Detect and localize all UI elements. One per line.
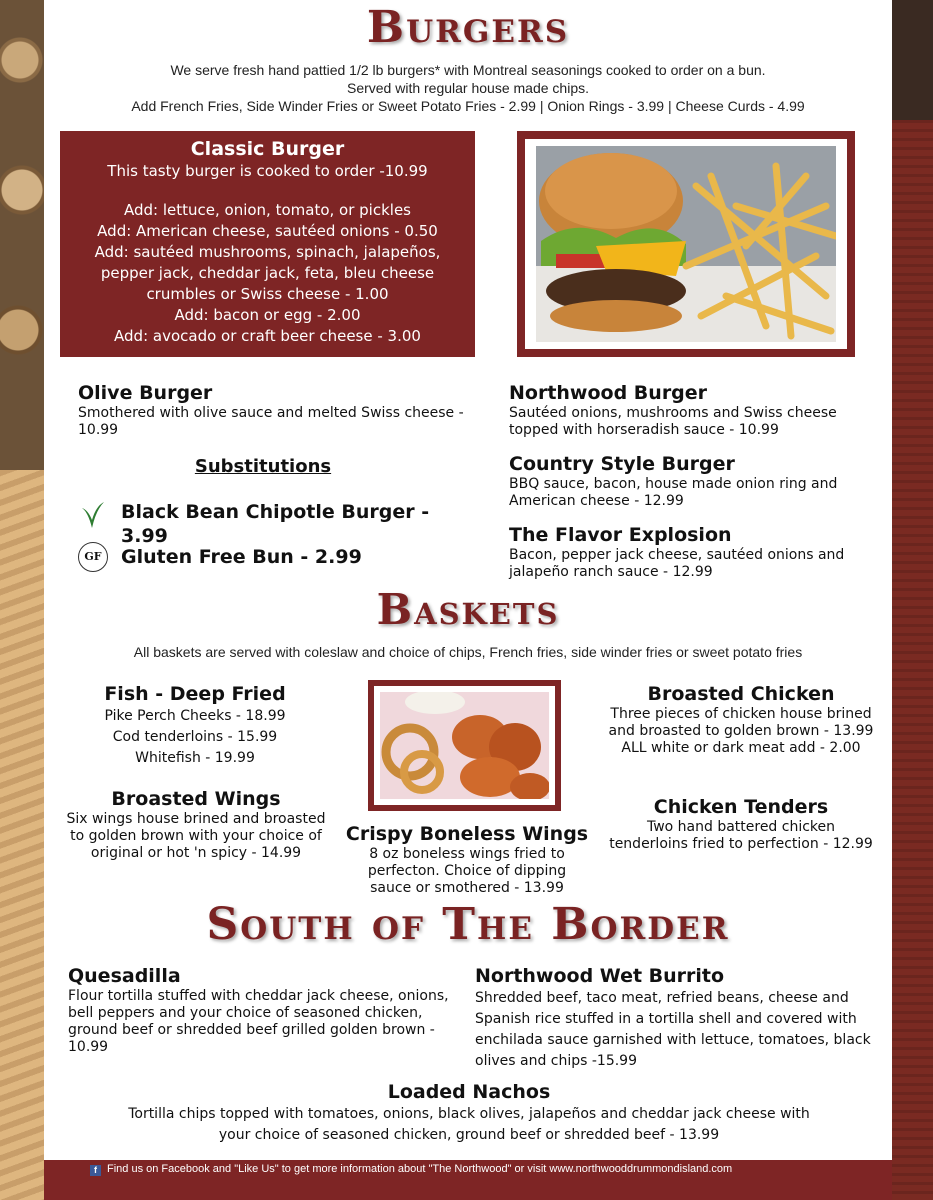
footer-bar (44, 1160, 892, 1200)
classic-add-line: pepper jack, cheddar jack, feta, bleu cheese (100, 264, 435, 282)
chicken-tenders-name: Chicken Tenders (653, 796, 829, 818)
burger-photo (517, 131, 855, 357)
gluten-free-icon: GF (78, 542, 108, 572)
burgers-intro-line: Served with regular house made chips. (346, 80, 590, 96)
broasted-wings-desc: Six wings house brined and broasted to golden brown with your choice of original or hot 'n spicy - 14.99 (66, 811, 326, 861)
footer-text: Find us on Facebook and "Like Us" to get more information about "The Northwood" or visit www.northwooddrummondisland.com (107, 1163, 733, 1175)
fish-line: Whitefish - 19.99 (135, 750, 255, 766)
boneless-wings-basket (342, 822, 592, 897)
northwood-burger (509, 381, 889, 439)
vegetarian-leaf-icon (78, 498, 108, 532)
fish-line: Cod tenderloins - 15.99 (112, 729, 278, 745)
flavor-explosion (509, 523, 869, 581)
broasted-chicken-basket (601, 682, 881, 757)
broasted-chicken-extra: ALL white or dark meat add - 2.00 (621, 740, 861, 756)
quesadilla-desc: Flour tortilla stuffed with cheddar jack cheese, onions, bell peppers and your choice of seasoned chicken, ground beef or shredded beef grilled golden brown - 10.99 (68, 988, 449, 1055)
broasted-wings-basket (60, 787, 332, 862)
substitution-label: Gluten Free Bun - 2.99 (121, 546, 362, 568)
olive-burger (78, 381, 478, 439)
burrito-name: Northwood Wet Burrito (475, 965, 725, 987)
nachos-desc: Tortilla chips topped with tomatoes, onions, black olives, jalapeños and cheddar jack cheese with your choice of seasoned chicken, ground beef or shredded beef - 13.99 (128, 1106, 810, 1143)
classic-add-line: crumbles or Swiss cheese - 1.00 (146, 285, 389, 303)
footer-text-wrap (90, 1163, 732, 1176)
substitutions-title-wrap (78, 455, 448, 479)
substitution-item (78, 498, 478, 547)
facebook-icon[interactable]: f (90, 1165, 101, 1176)
fish-basket (60, 682, 330, 769)
burgers-intro (44, 61, 892, 115)
baskets-title: Baskets (376, 585, 560, 634)
country-burger-desc: BBQ sauce, bacon, house made onion ring and American cheese - 12.99 (509, 476, 838, 509)
substitution-label: Black Bean Chipotle Burger - 3.99 (121, 501, 430, 547)
burrito-desc: Shredded beef, taco meat, refried beans, cheese and Spanish rice stuffed in a tortilla shell and covered with enchilada sauce garnished with lettuce, tomatoes, black olives and chips -15.99 (475, 990, 871, 1069)
classic-add-line: Add: lettuce, onion, tomato, or pickles (123, 201, 411, 219)
broasted-chicken-desc: Three pieces of chicken house brined and broasted to golden brown - 13.99 (608, 706, 874, 739)
wings-photo (368, 680, 561, 811)
country-burger-name: Country Style Burger (509, 453, 735, 475)
classic-burger-name: Classic Burger (190, 138, 345, 160)
broasted-wings-name: Broasted Wings (111, 788, 281, 810)
broasted-chicken-name: Broasted Chicken (647, 683, 835, 705)
nachos-name: Loaded Nachos (387, 1081, 551, 1103)
classic-add-line: Add: bacon or egg - 2.00 (174, 306, 361, 324)
classic-burger-desc: This tasty burger is cooked to order -10.99 (107, 162, 428, 180)
chicken-tenders-basket (601, 795, 881, 853)
burger-and-fries-image (536, 146, 836, 342)
classic-add-line: Add: avocado or craft beer cheese - 3.00 (114, 327, 421, 345)
classic-add-line: Add: sautéed mushrooms, spinach, jalapeños, (94, 243, 441, 261)
boneless-wings-name: Crispy Boneless Wings (345, 823, 589, 845)
substitution-item (78, 542, 478, 576)
burgers-intro-line: We serve fresh hand pattied 1/2 lb burgers* with Montreal seasonings cooked to order on a bun. (170, 62, 766, 78)
flavor-explosion-name: The Flavor Explosion (509, 524, 732, 546)
olive-burger-desc: Smothered with olive sauce and melted Swiss cheese - 10.99 (78, 405, 464, 438)
quesadilla (68, 964, 463, 1056)
flavor-explosion-desc: Bacon, pepper jack cheese, sautéed onions and jalapeño ranch sauce - 12.99 (509, 547, 845, 580)
classic-burger-box (60, 131, 475, 357)
northwood-burger-name: Northwood Burger (509, 382, 708, 404)
wood-background-right (892, 0, 933, 1200)
wood-background-left (0, 0, 44, 1200)
baskets-intro: All baskets are served with coleslaw and choice of chips, French fries, side winder fries or sweet potato fries (133, 644, 803, 660)
classic-add-line: Add: American cheese, sautéed onions - 0.50 (97, 222, 438, 240)
quesadilla-name: Quesadilla (68, 965, 181, 987)
northwood-wet-burrito (475, 964, 880, 1072)
menu-page (44, 0, 892, 1200)
chicken-tenders-desc: Two hand battered chicken tenderloins fried to perfection - 12.99 (609, 819, 873, 852)
fish-line: Pike Perch Cheeks - 18.99 (104, 708, 286, 724)
burgers-title: Burgers (366, 2, 570, 53)
loaded-nachos (104, 1080, 834, 1146)
country-style-burger (509, 452, 869, 510)
burgers-intro-line: Add French Fries, Side Winder Fries or Sweet Potato Fries - 2.99 | Onion Rings - 3.99 | Cheese Curds - 4.99 (131, 98, 805, 114)
boneless-wings-desc: 8 oz boneless wings fried to perfecton. Choice of dipping sauce or smothered - 13.99 (367, 846, 567, 896)
south-of-the-border-title: South of The Border (206, 899, 730, 950)
northwood-burger-desc: Sautéed onions, mushrooms and Swiss cheese topped with horseradish sauce - 10.99 (509, 405, 837, 438)
olive-burger-name: Olive Burger (78, 382, 213, 404)
fish-name: Fish - Deep Fried (104, 683, 286, 705)
wings-and-onion-rings-image (380, 692, 549, 799)
substitutions-title: Substitutions (194, 456, 332, 477)
